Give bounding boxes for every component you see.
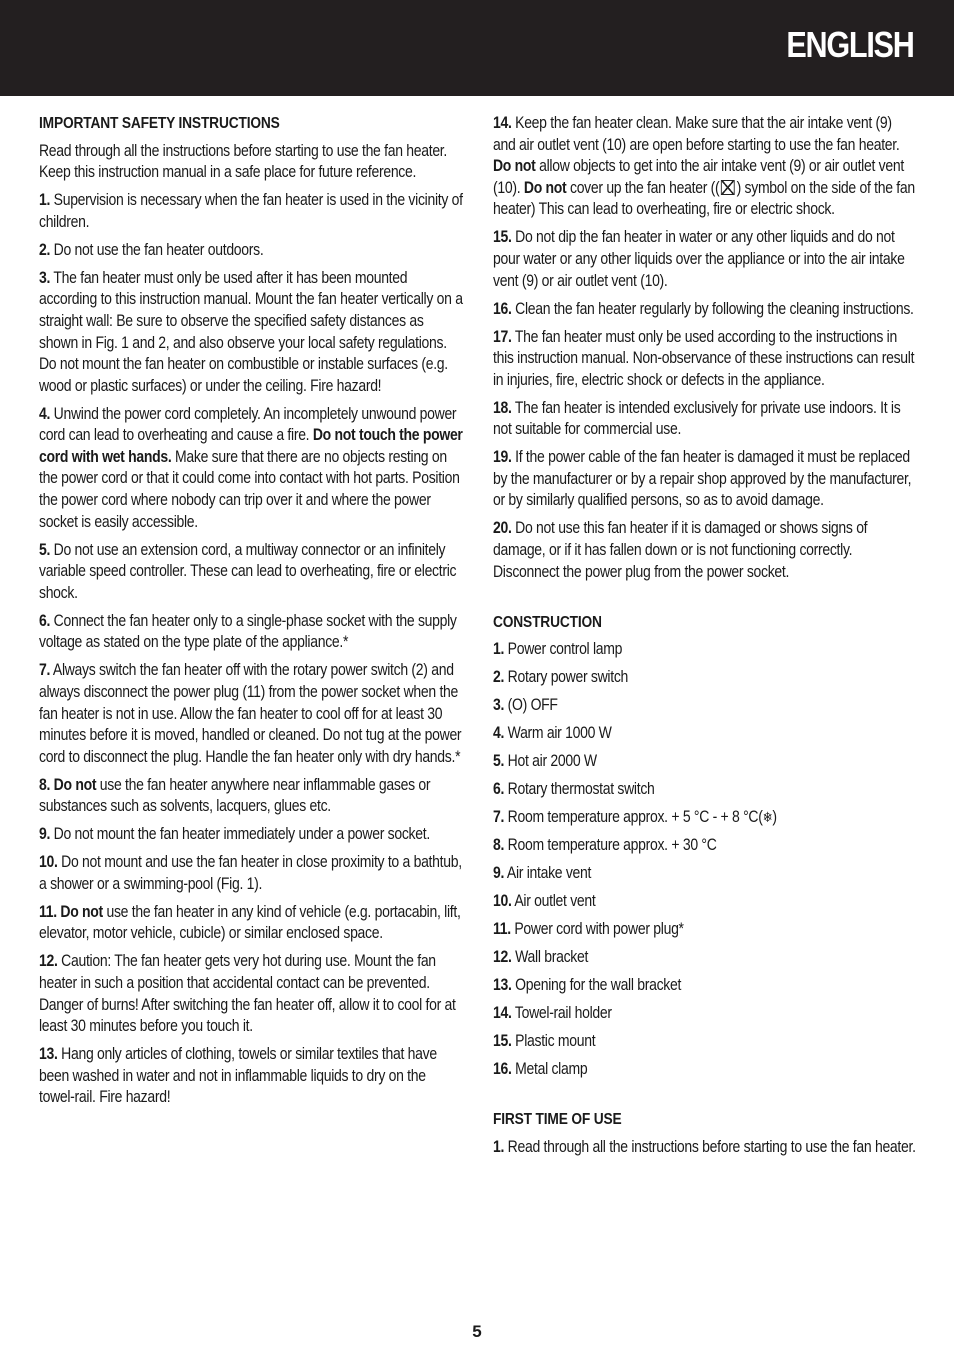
item-number: 5.: [493, 752, 505, 771]
item-number: 12.: [493, 948, 512, 967]
item-text: use the fan heater in any kind of vehicle (e.g. portacabin, lift, elevator, motor vehicle, cubicle) or similar enclosed space.: [39, 902, 461, 943]
safety-item-15: [493, 227, 917, 292]
safety-item-7: [39, 660, 463, 768]
item-number: 18.: [493, 398, 512, 417]
item-number: 2.: [39, 240, 51, 259]
item-text: If the power cable of the fan heater is damaged it must be replaced by the manufacturer or by a repair shop approved by the manufacturer, or by similarly qualified persons, so as to avoid damage.: [493, 448, 912, 510]
item-number: 1.: [493, 1137, 505, 1156]
item-text: Air intake vent: [504, 864, 592, 883]
safety-item-9: [39, 824, 463, 846]
item-warning: Do not: [493, 157, 536, 176]
item-number: 3.: [493, 696, 505, 715]
item-text: ) symbol on the side of the fan heater) This can lead to overheating, fire or electric shock.: [493, 178, 915, 219]
safety-item-14: [493, 113, 917, 221]
item-number: 9.: [493, 864, 505, 883]
safety-intro: Read through all the instructions before starting to use the fan heater. Keep this instruction manual in a safe place for future reference.: [39, 141, 448, 182]
construction-item: [493, 947, 917, 969]
item-text: (O) OFF: [504, 696, 558, 715]
construction-item: [493, 835, 917, 857]
item-text: use the fan heater anywhere near inflammable gases or substances such as solvents, lacquers, glues etc.: [39, 775, 431, 816]
item-number: 6.: [39, 611, 51, 630]
item-text: Opening for the wall bracket: [511, 976, 682, 995]
item-number: 20.: [493, 519, 512, 538]
item-text: Clean the fan heater regularly by following the cleaning instructions.: [511, 299, 914, 318]
construction-item: [493, 863, 917, 885]
item-text: Caution: The fan heater gets very hot during use. Mount the fan heater in such a position that accidental contact can be prevented. Danger of burns! After switching the fan heater off, allow it to cool for at least 30 minutes before you touch it.: [39, 952, 456, 1036]
item-text: Rotary thermostat switch: [504, 780, 655, 799]
safety-item-5: [39, 540, 463, 605]
item-warning: Do not: [50, 775, 97, 794]
construction-item: [493, 667, 917, 689]
item-number: 7.: [493, 808, 505, 827]
item-text: Towel-rail holder: [511, 1004, 612, 1022]
item-text: Always switch the fan heater off with the rotary power switch (2) and always disconnect the power plug (11) from the power socket when the fan heater is not in use. Allow the fan heater to cool off for at least 30 minutes before it is moved, handled or cleaned. Do not tug at the power cord to disconnect the plug. Handle the fan heater only with dry hands.*: [39, 661, 462, 766]
item-text: Do not use this fan heater if it is damaged or shows signs of damage, or if it has fallen down or is not functioning correctly. Disconnect the power plug from the power socket.: [493, 519, 868, 581]
item-text: Room temperature approx. + 30 °C: [504, 836, 717, 855]
item-number: 16.: [493, 299, 512, 318]
item-text: Plastic mount: [511, 1031, 596, 1050]
safety-item-6: [39, 611, 463, 654]
item-text: Do not use the fan heater outdoors.: [50, 240, 264, 259]
safety-item-4: [39, 404, 463, 534]
item-text: Wall bracket: [511, 948, 589, 967]
construction-item: [493, 1059, 917, 1081]
safety-item-20: [493, 518, 917, 583]
safety-title: IMPORTANT SAFETY INSTRUCTIONS: [39, 115, 280, 132]
construction-title: CONSTRUCTION: [493, 613, 602, 631]
construction-item: [493, 975, 917, 997]
section-gap: [493, 590, 917, 612]
construction-item: [493, 723, 917, 745]
do-not-cover-icon: [721, 180, 735, 195]
snowflake-icon: ❄: [762, 809, 773, 826]
construction-item: [493, 891, 917, 913]
item-warning: Do not touch the power cord with wet hands.: [39, 426, 463, 466]
item-number: 8.: [39, 775, 51, 794]
left-column: [39, 113, 463, 1115]
language-title: ENGLISH: [786, 24, 914, 65]
item-number: 6.: [493, 780, 505, 799]
item-number: 13.: [39, 1045, 58, 1064]
construction-item: [493, 695, 917, 717]
item-text: Hang only articles of clothing, towels or similar textiles that have been washed in water and not in inflammable liquids to dry on the towel-rail. Fire hazard!: [39, 1045, 437, 1107]
item-number: 5.: [39, 540, 51, 559]
safety-item-12: [39, 951, 463, 1037]
safety-item-19: [493, 447, 917, 512]
item-text: Air outlet vent: [511, 892, 596, 911]
item-number: 14.: [493, 1004, 512, 1022]
item-text: Connect the fan heater only to a single-phase socket with the supply voltage as stated on the type plate of the appliance.*: [39, 611, 457, 652]
item-number: 7.: [39, 661, 51, 680]
item-number: 4.: [493, 724, 505, 743]
item-text: Metal clamp: [511, 1059, 588, 1078]
item-number: 1.: [493, 640, 505, 659]
item-text-tail: ): [772, 808, 777, 827]
item-warning: Do not: [523, 178, 567, 197]
item-text: Hot air 2000 W: [504, 752, 597, 771]
item-text: Power control lamp: [504, 640, 623, 659]
construction-item: [493, 807, 917, 829]
safety-item-17: [493, 327, 917, 392]
item-number: 8.: [493, 836, 505, 855]
safety-item-11: [39, 902, 463, 945]
safety-item-16: [493, 299, 917, 321]
item-text: Read through all the instructions before starting to use the fan heater.: [504, 1137, 916, 1156]
construction-item: [493, 1031, 917, 1053]
construction-item: [493, 751, 917, 773]
first-use-item-1: [493, 1137, 917, 1159]
item-text: Rotary power switch: [504, 668, 629, 687]
item-text: Unwind the power cord completely. An incompletely unwound power cord can lead to overheating and cause a fire.: [39, 404, 457, 445]
construction-item: [493, 639, 917, 661]
header-bar: [0, 0, 954, 96]
item-number: 11.: [493, 920, 511, 939]
item-text: The fan heater is intended exclusively for private use indoors. It is not suitable for commercial use.: [493, 398, 901, 439]
item-text: Do not use an extension cord, a multiway connector or an infinitely variable speed controller. These can lead to overheating, fire or electric shock.: [39, 540, 457, 602]
item-number: 19.: [493, 448, 512, 467]
item-text: cover up the fan heater ((: [566, 178, 720, 197]
construction-item: [493, 919, 917, 941]
item-text: Keep the fan heater clean. Make sure that the air intake vent (9) and air outlet vent (10) are open before starting to use the fan heater.: [493, 114, 900, 154]
item-number: 13.: [493, 976, 512, 995]
item-text: Do not mount the fan heater immediately under a power socket.: [50, 825, 430, 844]
item-text-tail: Make sure that there are no objects resting on the power cord or that it could come into contact with hot parts. Position the power cord where nobody can trip over it and where the power socket is easily accessible.: [39, 447, 460, 531]
item-number: 17.: [493, 327, 512, 346]
item-text: Do not mount and use the fan heater in close proximity to a bathtub, a shower or a swimming-pool (Fig. 1).: [39, 853, 462, 893]
page-number: 5: [472, 1322, 482, 1341]
item-text: Room temperature approx. + 5 °C - + 8 °C(: [504, 808, 763, 827]
item-number: 10.: [39, 853, 58, 872]
construction-item: [493, 779, 917, 801]
item-text: The fan heater must only be used according to the instructions in this instruction manual. Non-observance of these instructions can result in injuries, fire, electric shock or defects in the appliance.: [493, 327, 915, 389]
item-text: Power cord with power plug*: [510, 920, 684, 939]
safety-item-13: [39, 1044, 463, 1109]
item-number: 4.: [39, 404, 51, 423]
construction-item: [493, 1003, 917, 1025]
right-column: [493, 113, 917, 1165]
item-text: Warm air 1000 W: [504, 724, 612, 743]
safety-item-8: [39, 775, 463, 818]
safety-item-2: [39, 240, 463, 262]
item-number: 10.: [493, 892, 512, 911]
safety-item-10: [39, 852, 463, 895]
item-number: 15.: [493, 228, 512, 247]
item-number: 15.: [493, 1031, 512, 1050]
safety-item-18: [493, 398, 917, 441]
item-number: 3.: [39, 268, 51, 287]
safety-item-1: [39, 190, 463, 233]
section-gap: [493, 1087, 917, 1109]
item-warning: Do not: [56, 902, 103, 921]
item-number: 9.: [39, 825, 51, 844]
item-number: 2.: [493, 668, 505, 687]
item-text: Supervision is necessary when the fan heater is used in the vicinity of children.: [39, 191, 463, 231]
item-number: 1.: [39, 191, 51, 210]
item-number: 11.: [39, 902, 57, 921]
item-number: 14.: [493, 114, 512, 132]
safety-item-3: [39, 268, 463, 398]
item-text: The fan heater must only be used after it has been mounted according to this instruction manual. Mount the fan heater vertically on a straight wall: Be sure to observe the specified safety distances as shown in Fig. 1 and 2, and also observe your local safety regulations. Do not mount the fan heater on combustible or instable surfaces (e.g. wood or plastic surfaces) or under the ceiling. Fire hazard!: [39, 268, 463, 395]
item-text: Do not dip the fan heater in water or any other liquids and do not pour water or any other liquids over the appliance or into the air intake vent (9) or air outlet vent (10).: [493, 228, 905, 290]
item-number: 12.: [39, 952, 58, 971]
item-text: allow objects to get into the air intake vent (9) or air outlet vent (10).: [493, 157, 904, 197]
item-number: 16.: [493, 1059, 512, 1078]
first-use-title: FIRST TIME OF USE: [493, 1110, 622, 1128]
